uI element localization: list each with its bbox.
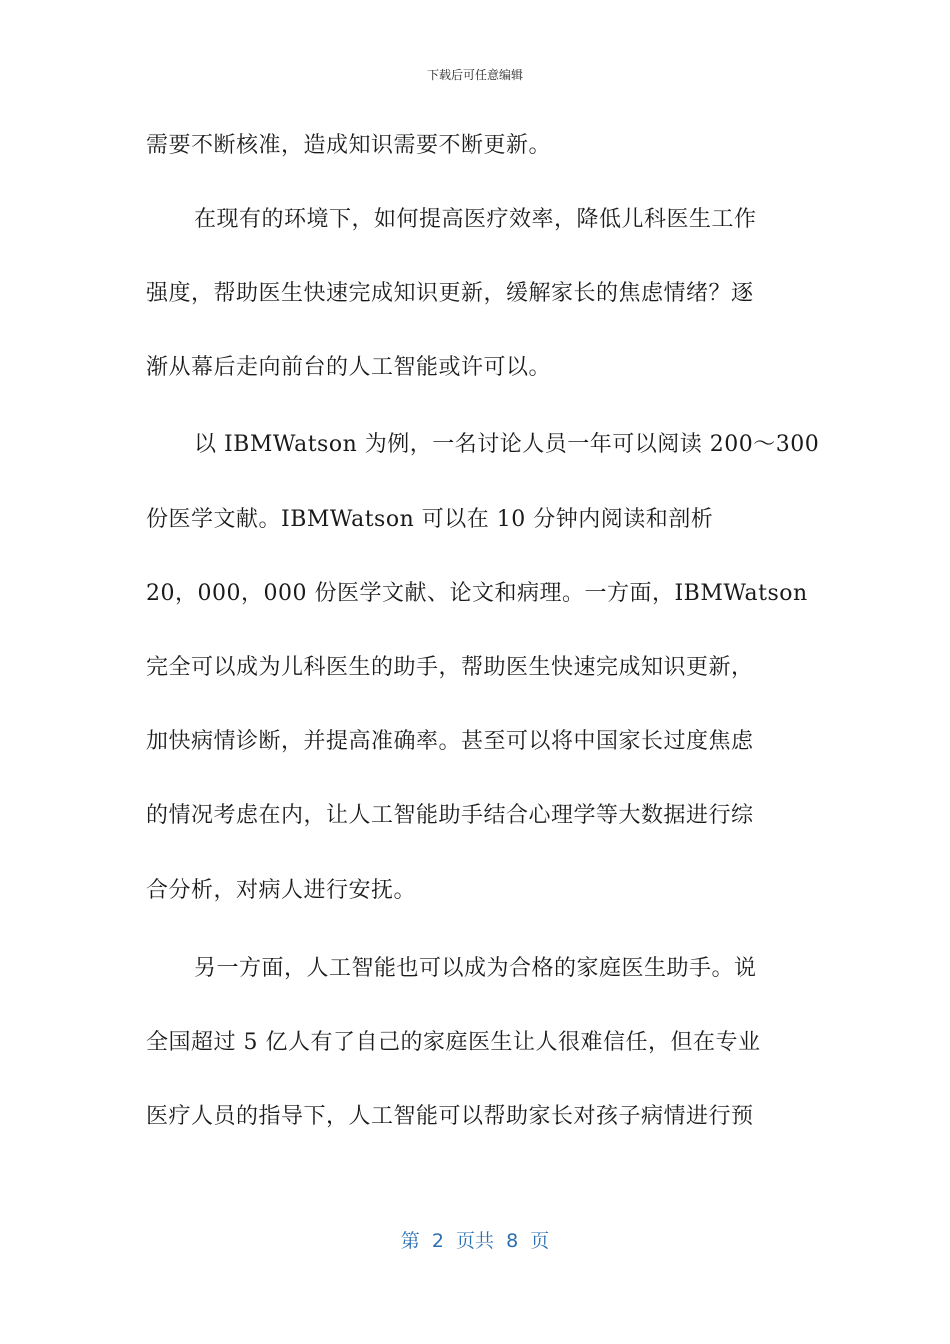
text-line: 以 IBMWatson 为例，一名讨论人员一年可以阅读 200～300 (194, 432, 820, 457)
text-line: 另一方面，人工智能也可以成为合格的家庭医生助手。说 (194, 956, 757, 981)
page-header: 下载后可任意编辑 (426, 68, 523, 82)
text-line: 需要不断核准，造成知识需要不断更新。 (146, 133, 552, 158)
text-line: 完全可以成为儿科医生的助手，帮助医生快速完成知识更新， (146, 655, 754, 680)
text-line: 的情况考虑在内，让人工智能助手结合心理学等大数据进行综 (146, 803, 754, 828)
page-number: 第 2 页共 8 页 (400, 1230, 550, 1252)
text-line: 强度，帮助医生快速完成知识更新，缓解家长的焦虑情绪？逐 (146, 281, 754, 306)
text-line: 医疗人员的指导下，人工智能可以帮助家长对孩子病情进行预 (146, 1104, 754, 1129)
text-line: 全国超过 5 亿人有了自己的家庭医生让人很难信任，但在专业 (146, 1030, 761, 1055)
text-line: 在现有的环境下，如何提高医疗效率，降低儿科医生工作 (194, 207, 757, 232)
text-line: 加快病情诊断，并提高准确率。甚至可以将中国家长过度焦虑 (146, 729, 754, 754)
text-line: 渐从幕后走向前台的人工智能或许可以。 (146, 355, 552, 380)
text-line: 20，000，000 份医学文献、论文和病理。一方面，IBMWatson (146, 581, 808, 606)
text-line: 份医学文献。IBMWatson 可以在 10 分钟内阅读和剖析 (146, 507, 714, 532)
text-line: 合分析，对病人进行安抚。 (146, 878, 417, 903)
